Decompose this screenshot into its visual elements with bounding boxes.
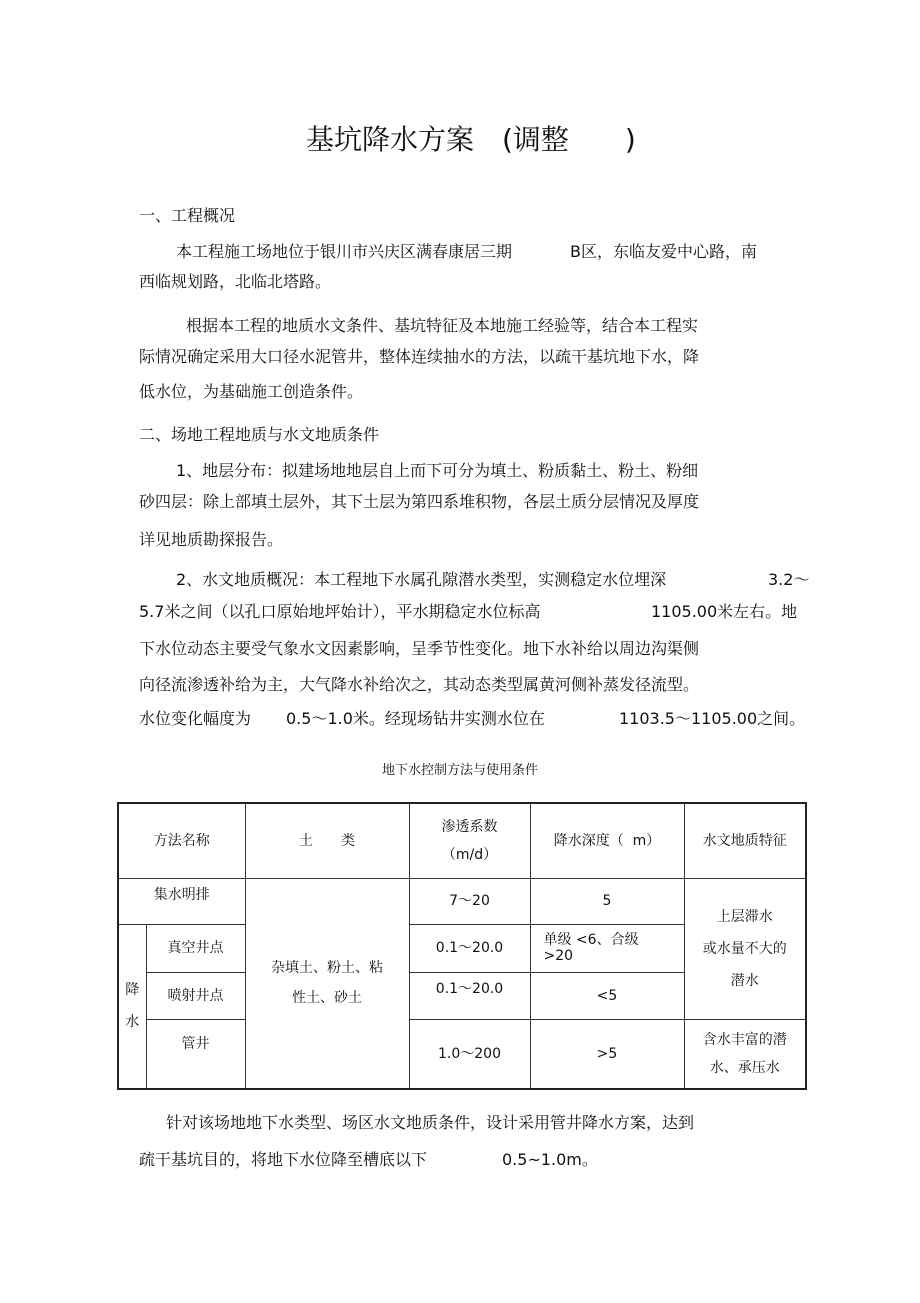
table-caption: 地下水控制方法与使用条件 [382, 763, 539, 778]
depth-cell: <5 [530, 972, 684, 1019]
paragraph-line: 向径流渗透补给为主，大气降水补给次之，其动态类型属黄河侧补蒸发径流型。 [139, 675, 700, 694]
paragraph-line: 根据本工程的地质水文条件、基坑特征及本地施工经验等，结合本工程实 [186, 316, 699, 335]
depth-cell: 单级 <6、合级 >20 [530, 924, 684, 972]
paragraph-line: 西临规划路，北临北塔路。 [139, 272, 332, 291]
methods-table [117, 802, 807, 1090]
table-row [118, 878, 806, 924]
paragraph-line: 3.2～ [768, 570, 810, 589]
method-cell: 集水明排 [118, 878, 245, 924]
hydro-cell: 上层滞水 或水量不大的 潜水 [684, 878, 806, 1019]
paragraph-line: 际情况确定采用大口径水泥管井，整体连续抽水的方法，以疏干基坑地下水，降 [139, 347, 700, 366]
paragraph-line: 1103.5～1105.00之间。 [619, 709, 806, 728]
paragraph-line: 0.5~1.0m。 [502, 1150, 598, 1169]
header-permeability: 渗透系数 （m/d） [409, 803, 530, 878]
perm-cell: 7～20 [409, 878, 530, 924]
paragraph-line: 1105.00米左右。地 [651, 602, 798, 621]
paragraph-line: 低水位，为基础施工创造条件。 [139, 382, 364, 401]
paragraph-line: 0.5～1.0米。经现场钻井实测水位在 [286, 709, 545, 728]
paragraph-line: 下水位动态主要受气象水文因素影响，呈季节性变化。地下水补给以周边沟渠侧 [139, 639, 700, 658]
paragraph-line: 5.7米之间（以孔口原始地坪始计），平水期稳定水位标高 [139, 602, 541, 621]
header-soil: 土 类 [245, 803, 409, 878]
paragraph-line: 2、水文地质概况：本工程地下水属孔隙潜水类型，实测稳定水位埋深 [176, 570, 667, 589]
method-cell: 管井 [146, 1019, 245, 1089]
paragraph-line: 砂四层：除上部填土层外，其下土层为第四系堆积物，各层土质分层情况及厚度 [139, 492, 700, 511]
section-heading-geology: 二、场地工程地质与水文地质条件 [139, 425, 380, 444]
group-label-dewatering: 降 水 [118, 924, 146, 1089]
header-depth: 降水深度（ m） [530, 803, 684, 878]
paragraph-line: 水位变化幅度为 [139, 709, 252, 728]
table-header-row [118, 803, 806, 878]
paragraph-line: 1、地层分布：拟建场地地层自上而下可分为填土、粉质黏土、粉土、粉细 [176, 461, 699, 480]
hydro-cell: 含水丰富的潜 水、承压水 [684, 1019, 806, 1089]
paragraph-line: 疏干基坑目的，将地下水位降至槽底以下 [139, 1150, 428, 1169]
paragraph-line: 本工程施工场地位于银川市兴庆区满春康居三期 [176, 242, 513, 261]
section-heading-overview: 一、工程概况 [139, 206, 236, 225]
perm-cell: 1.0～200 [409, 1019, 530, 1089]
perm-cell: 0.1～20.0 [409, 972, 530, 1019]
paragraph-line: 详见地质勘探报告。 [139, 530, 284, 549]
depth-cell: >5 [530, 1019, 684, 1089]
method-cell: 喷射井点 [146, 972, 245, 1019]
header-method: 方法名称 [118, 803, 245, 878]
depth-cell: 5 [530, 878, 684, 924]
page-title: 基坑降水方案 (调整 ) [306, 123, 636, 156]
paragraph-line: 针对该场地地下水类型、场区水文地质条件，设计采用管井降水方案，达到 [166, 1113, 695, 1132]
table-row [118, 1019, 806, 1089]
paragraph-line: B区，东临友爱中心路，南 [570, 242, 757, 261]
soil-cell: 杂填土、粉土、粘 性土、砂土 [245, 878, 409, 1089]
header-hydro: 水文地质特征 [684, 803, 806, 878]
method-cell: 真空井点 [146, 924, 245, 972]
perm-cell: 0.1～20.0 [409, 924, 530, 972]
